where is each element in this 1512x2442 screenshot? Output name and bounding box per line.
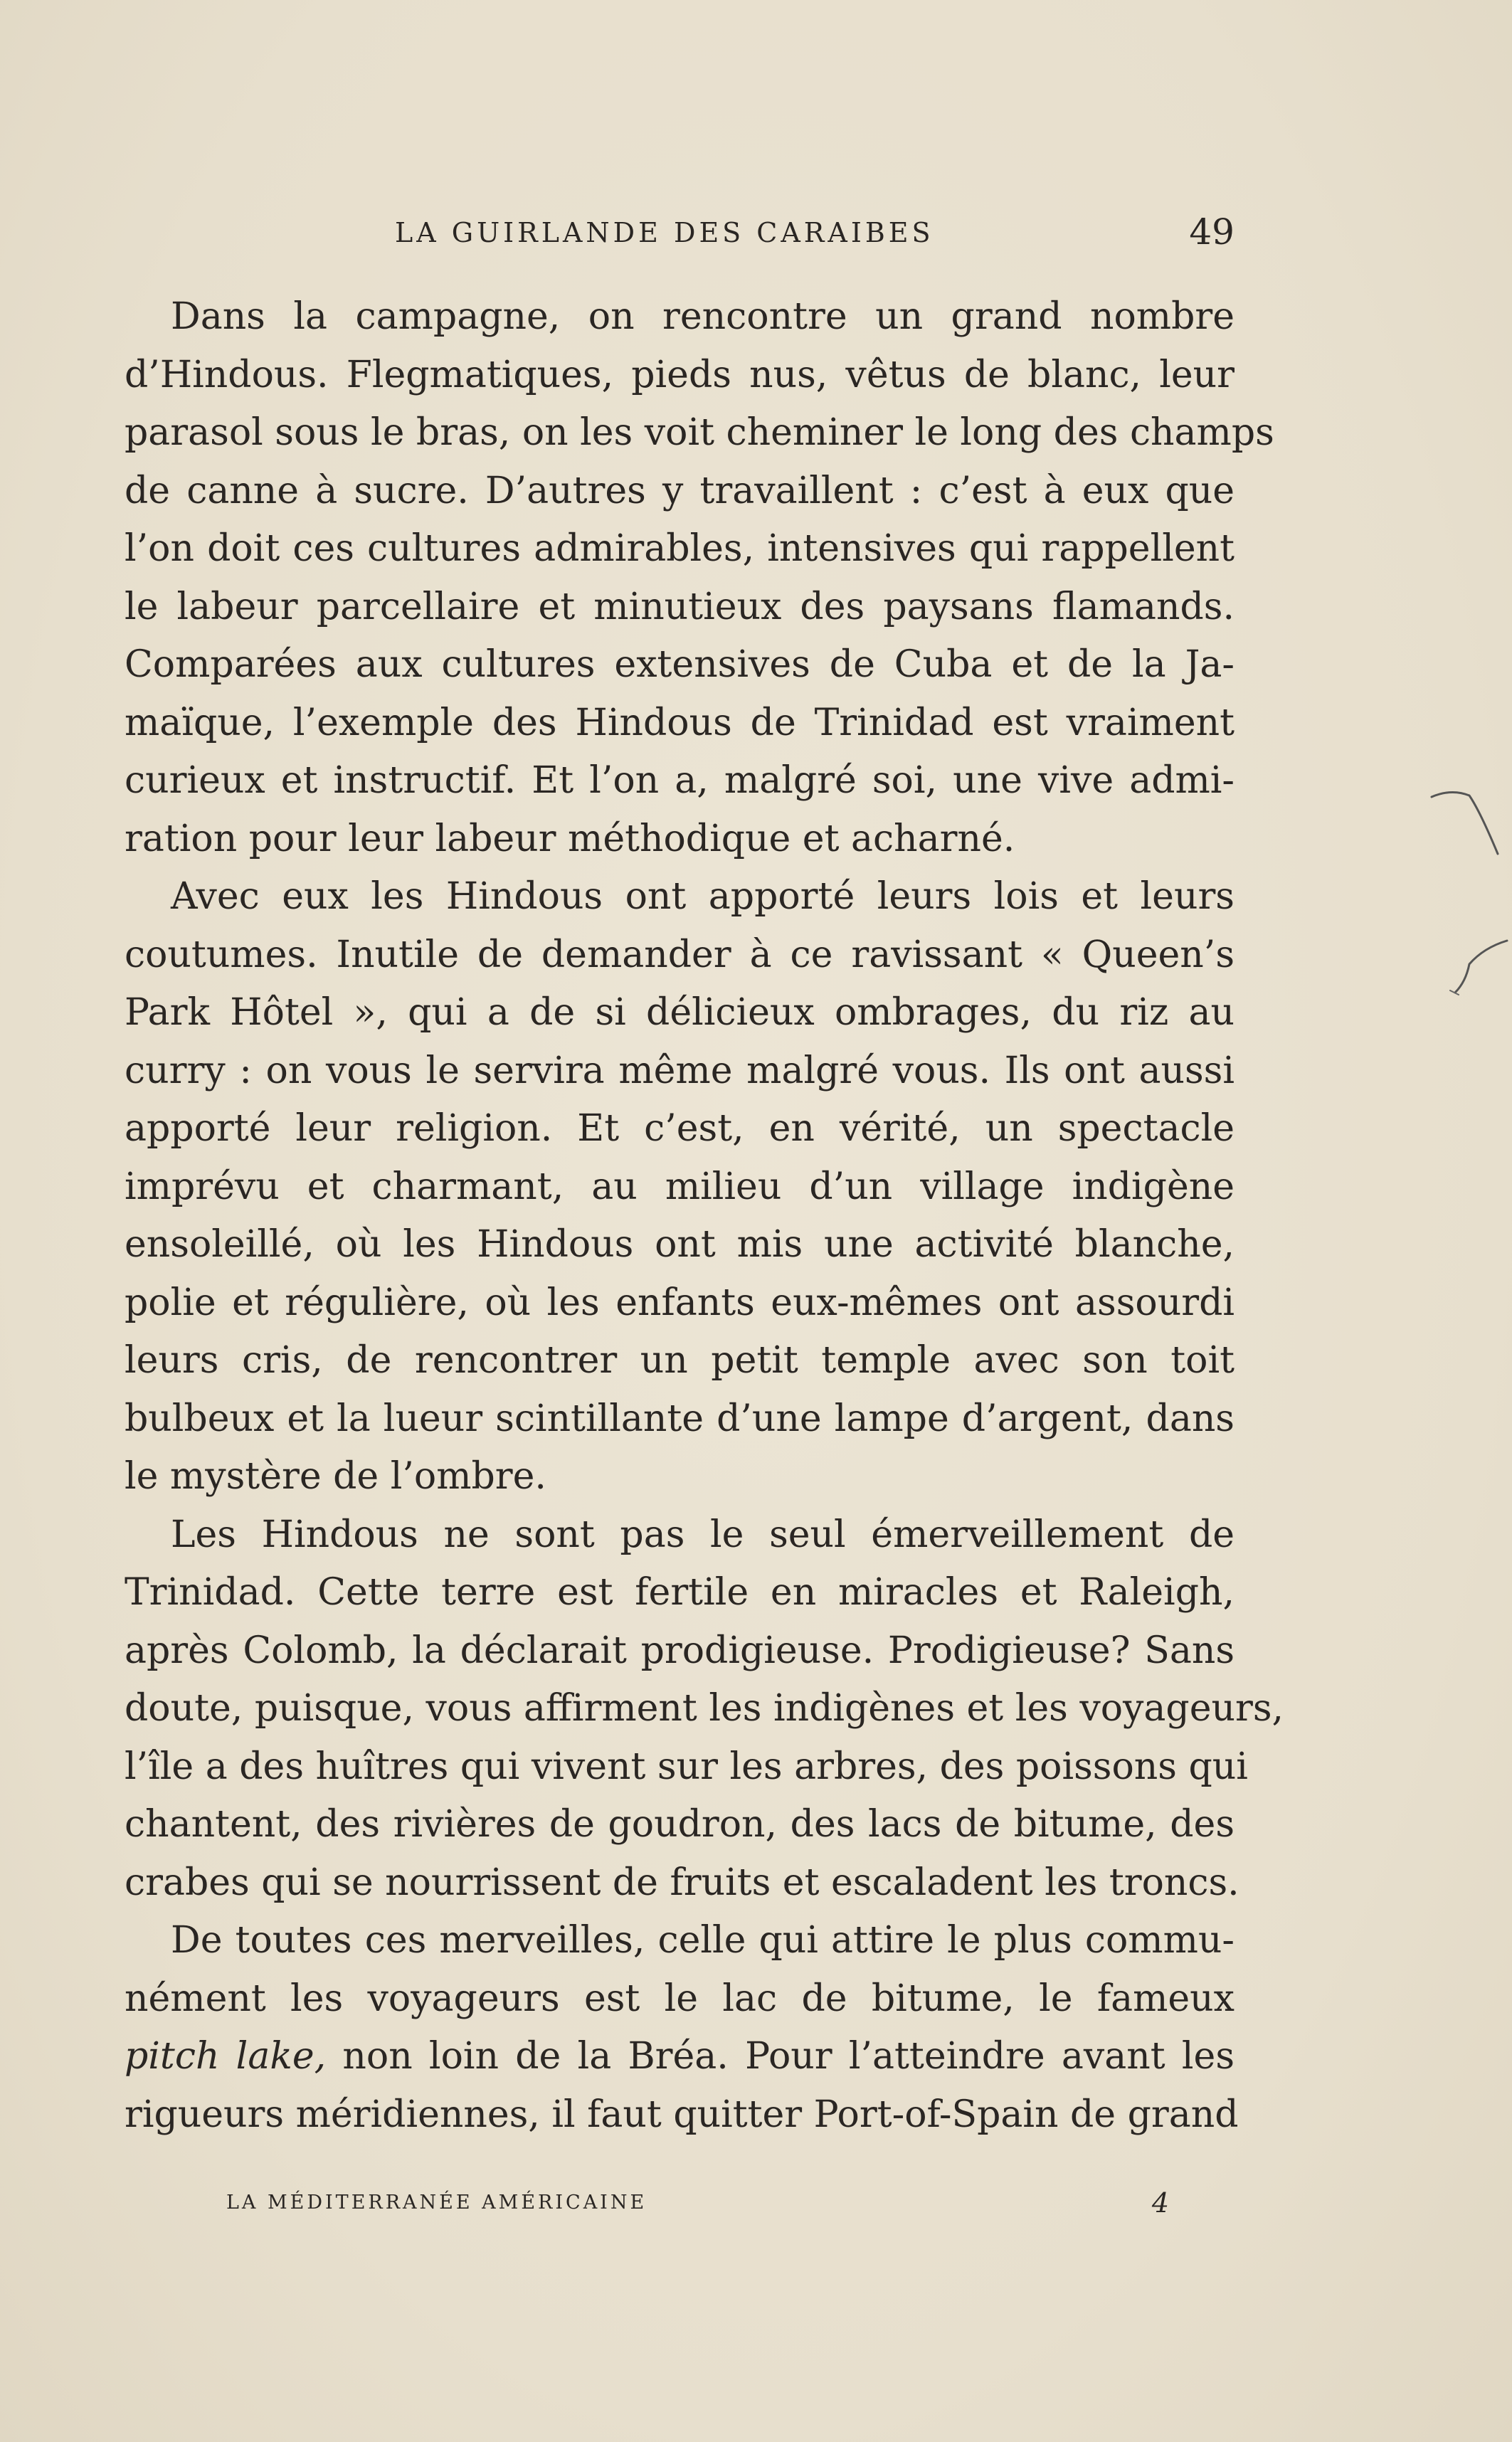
running-head [125,211,1235,260]
signature-title: LA MÉDITERRANÉE AMÉRICAINE [226,2192,647,2214]
text-line: Les Hindous ne sont pas le seul émerveillement de [171,1513,1235,1556]
text-line: apporté leur religion. Et c’est, en vérité, un spectacle [125,1107,1235,1150]
text-line: curry : on vous le servira même malgré vous. Ils ont aussi [125,1049,1235,1092]
signature-footer [226,2187,1169,2220]
text-line: bulbeux et la lueur scintillante d’une lampe d’argent, dans [125,1397,1235,1440]
text-line: de canne à sucre. D’autres y travaillent : c’est à eux que [125,469,1235,512]
text-line: ration pour leur labeur méthodique et acharné. [125,817,1015,860]
text-line: l’île a des huîtres qui vivent sur les arbres, des poissons qui [125,1745,1248,1788]
pencil-margin-marks [1430,768,1508,1010]
text-line: après Colomb, la déclarait prodigieuse. Prodigieuse? Sans [125,1629,1235,1672]
pencil-stroke-lower [1455,941,1507,993]
text-fragment: non loin de la Bréa. Pour l’atteindre avant les [326,2035,1235,2078]
text-line: nément les voyageurs est le lac de bitume, le fameux [125,1977,1235,2020]
pencil-stroke-upper [1432,792,1498,854]
text-line: doute, puisque, vous affirment les indigènes et les voyageurs, [125,1687,1284,1730]
text-line: Dans la campagne, on rencontre un grand nombre [171,295,1235,338]
text-line: rigueurs méridiennes, il faut quitter Port-of-Spain de grand [125,2093,1239,2136]
text-line: De toutes ces merveilles, celle qui attire le plus commu- [171,1919,1235,1962]
text-line: Park Hôtel », qui a de si délicieux ombrages, du riz au [125,991,1235,1034]
body-text [125,288,1284,2144]
italic-term: pitch lake, [125,2035,327,2078]
text-line: maïque, l’exemple des Hindous de Trinidad est vraiment [125,701,1235,744]
text-line: l’on doit ces cultures admirables, intensives qui rappellent [125,527,1235,570]
text-line-pitch-lake [125,2028,1235,2086]
running-title: LA GUIRLANDE DES CARAIBES [395,217,934,248]
text-line: coutumes. Inutile de demander à ce ravissant « Queen’s [125,933,1235,976]
text-line: leurs cris, de rencontrer un petit temple avec son toit [125,1339,1235,1382]
text-line: parasol sous le bras, on les voit cheminer le long des champs [125,411,1274,454]
text-line: le labeur parcellaire et minutieux des paysans flamands. [125,585,1235,628]
page-number: 49 [1189,211,1235,253]
text-line: imprévu et charmant, au milieu d’un village indigène [125,1165,1235,1208]
text-line: ensoleillé, où les Hindous ont mis une activité blanche, [125,1223,1235,1266]
text-line: crabes qui se nourrissent de fruits et escaladent les troncs. [125,1861,1239,1904]
signature-number: 4 [1151,2187,1169,2219]
text-line: Avec eux les Hindous ont apporté leurs lois et leurs [171,875,1235,918]
text-line: polie et régulière, où les enfants eux-mêmes ont assourdi [125,1281,1235,1324]
text-line: chantent, des rivières de goudron, des lacs de bitume, des [125,1803,1235,1846]
text-line: d’Hindous. Flegmatiques, pieds nus, vêtus de blanc, leur [125,353,1235,396]
text-line: le mystère de l’ombre. [125,1455,546,1498]
text-line: Comparées aux cultures extensives de Cuba et de la Ja- [125,643,1235,686]
text-line: Trinidad. Cette terre est fertile en miracles et Raleigh, [125,1571,1235,1614]
text-line: curieux et instructif. Et l’on a, malgré soi, une vive admi- [125,759,1235,802]
